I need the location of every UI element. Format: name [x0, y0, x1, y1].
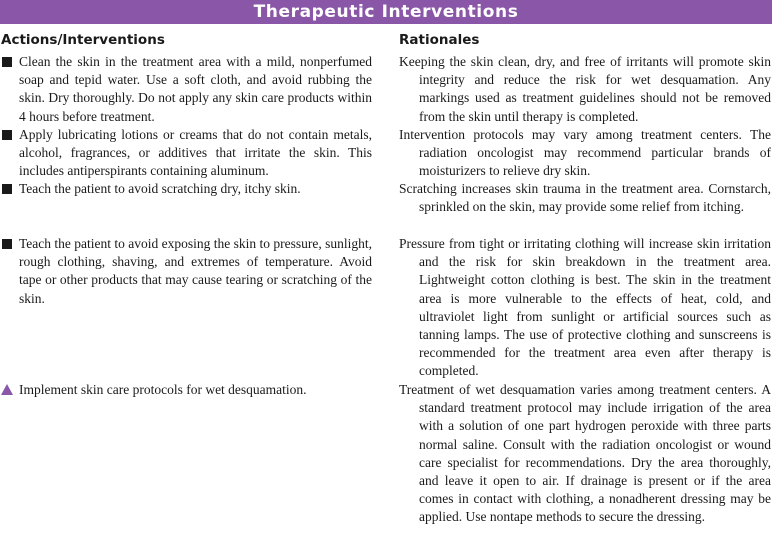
rationale-item: Intervention protocols may vary among treatment centers. The radiation oncologist may recommend particular brands of moisturizers to relieve dry skin. — [399, 127, 771, 179]
square-bullet-icon — [2, 239, 12, 249]
square-bullet-icon — [2, 184, 12, 194]
action-item — [0, 126, 372, 181]
action-text: Teach the patient to avoid exposing the skin to pressure, sunlight, rough clothing, shaving, and extremes of temperature. Avoid tape or other products that may cause tearing or scratching of the skin. — [19, 236, 372, 306]
action-item — [0, 53, 372, 126]
rationale-item: Pressure from tight or irritating clothing will increase skin irritation and the risk for skin breakdown in the treatment area. Lightweight cotton clothing is best. The skin in the treatment area is more vulnerable to the effects of heat, cold, and ultraviolet light from sunlight or artificial sources such as tanning lamps. The use of protective clothing and sunscreens is recommended for the treatment area even after therapy is completed. — [399, 236, 771, 379]
triangle-bullet-icon — [1, 384, 13, 395]
action-text: Clean the skin in the treatment area with a mild, nonperfumed soap and tepid water. Use a soft cloth, and avoid rubbing the skin. Dry thoroughly. Do not apply any skin care products within 4 hours before treatment. — [19, 54, 372, 124]
action-item — [0, 180, 372, 198]
action-item — [0, 381, 372, 399]
action-item — [0, 235, 372, 308]
banner-title: Therapeutic Interventions — [253, 2, 519, 22]
action-text: Apply lubricating lotions or creams that do not contain metals, alcohol, fragrances, or additives that irritate the skin. This includes antiperspirants containing aluminum. — [19, 127, 372, 179]
square-bullet-icon — [2, 130, 12, 140]
action-text: Implement skin care protocols for wet desquamation. — [19, 382, 307, 397]
rationale-item: Scratching increases skin trauma in the treatment area. Cornstarch, sprinkled on the skin, may provide some relief from itching. — [399, 181, 771, 215]
actions-column-header: Actions/Interventions — [1, 32, 165, 48]
rationale-item: Keeping the skin clean, dry, and free of irritants will promote skin integrity and reduce the risk for wet desquamation. Any markings used as treatment guidelines should not be removed from the skin until therapy is completed. — [399, 54, 771, 124]
action-text: Teach the patient to avoid scratching dry, itchy skin. — [19, 181, 301, 196]
square-bullet-icon — [2, 57, 12, 67]
rationale-item: Treatment of wet desquamation varies among treatment centers. A standard treatment protocol may include irrigation of the area with a solution of one part hydrogen peroxide with three parts normal saline. Consult with the radiation oncologist or wound care specialist for recommendations. Dry the area thoroughly, and leave it open to air. If drainage is present or if the area comes in contact with clothing, a nonadherent dressing may be applied. Use nontape methods to secure the dressing. — [399, 382, 771, 525]
rationales-column-header: Rationales — [399, 32, 480, 48]
section-banner — [0, 0, 772, 24]
